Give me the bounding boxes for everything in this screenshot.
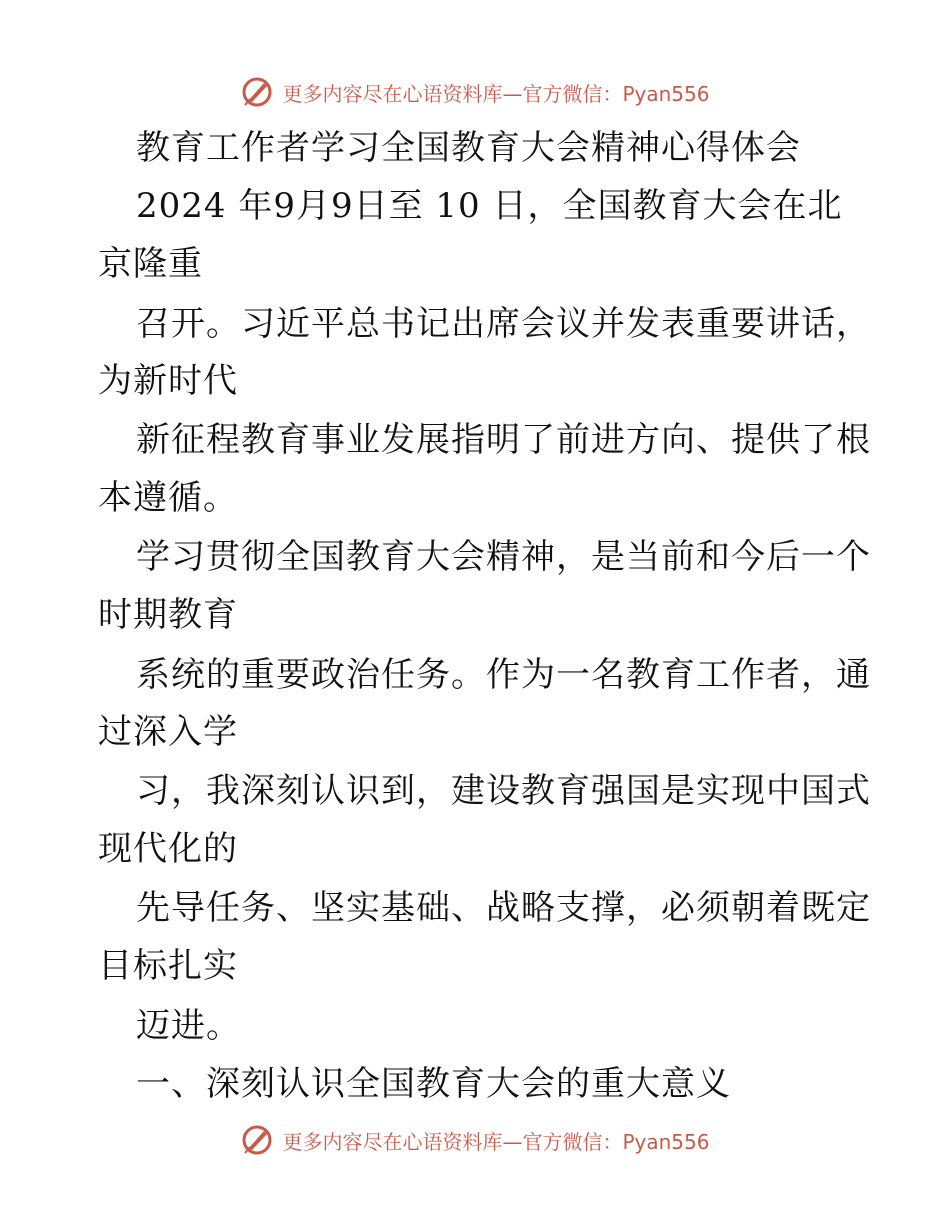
paragraph-line: 新征程教育事业发展指明了前进方向、提供了根	[136, 420, 871, 460]
paragraph-line: 为新时代	[98, 361, 238, 401]
quill-circle-logo-icon	[240, 1123, 274, 1157]
paragraph-line: 2024 年9月9日至 10 日，全国教育大会在北	[136, 186, 843, 226]
paragraph-line: 先导任务、坚实基础、战略支撑，必须朝着既定	[136, 888, 871, 928]
paragraph-line: 迈进。	[136, 1006, 241, 1046]
quill-circle-logo-icon	[240, 75, 274, 109]
paragraph-line: 系统的重要政治任务。作为一名教育工作者，通	[136, 655, 871, 695]
header-brand-text: 更多内容尽在心语资料库—官方微信：Pyan556	[282, 81, 710, 106]
paragraph-line: 现代化的	[98, 829, 238, 869]
paragraph-line: 京隆重	[98, 244, 203, 284]
paragraph-line: 学习贯彻全国教育大会精神，是当前和今后一个	[136, 537, 871, 577]
paragraph-line: 时期教育	[98, 595, 238, 635]
paragraph-line: 习，我深刻认识到，建设教育强国是实现中国式	[136, 771, 871, 811]
section-heading: 一、深刻认识全国教育大会的重大意义	[136, 1064, 731, 1104]
header-brand-banner	[0, 72, 950, 112]
paragraph-line: 召开。习近平总书记出席会议并发表重要讲话，	[136, 304, 871, 344]
paragraph-line: 过深入学	[98, 712, 238, 752]
paragraph-line: 本遵循。	[98, 478, 238, 518]
footer-brand-banner	[0, 1120, 950, 1160]
footer-brand-text: 更多内容尽在心语资料库—官方微信：Pyan556	[282, 1129, 710, 1154]
document-title: 教育工作者学习全国教育大会精神心得体会	[136, 128, 801, 168]
paragraph-line: 目标扎实	[98, 946, 238, 986]
